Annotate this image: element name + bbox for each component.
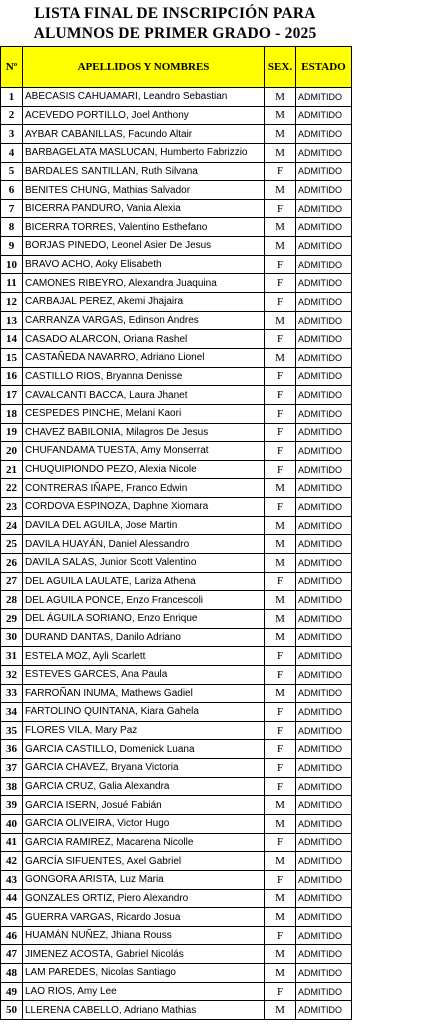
student-sex: M [265, 609, 296, 628]
row-number: 9 [1, 237, 23, 256]
student-name: CHUQUIPIONDO PEZO, Alexia Nicole [23, 460, 265, 479]
student-status: ADMITIDO [296, 852, 352, 871]
table-row [1, 740, 352, 759]
student-name: CORDOVA ESPINOZA, Daphne Xiomara [23, 498, 265, 517]
student-status: ADMITIDO [296, 237, 352, 256]
row-number: 5 [1, 162, 23, 181]
student-name: DEL ÁGUILA SORIANO, Enzo Enrique [23, 609, 265, 628]
student-status: ADMITIDO [296, 908, 352, 927]
table-row [1, 628, 352, 647]
student-sex: M [265, 852, 296, 871]
table-row [1, 218, 352, 237]
row-number: 13 [1, 311, 23, 330]
header-name: APELLIDOS Y NOMBRES [23, 47, 265, 88]
student-sex: M [265, 143, 296, 162]
student-sex: F [265, 162, 296, 181]
student-name: BORJAS PINEDO, Leonel Asier De Jesus [23, 237, 265, 256]
student-status: ADMITIDO [296, 833, 352, 852]
table-row [1, 255, 352, 274]
table-row [1, 386, 352, 405]
student-status: ADMITIDO [296, 311, 352, 330]
student-sex: F [265, 572, 296, 591]
row-number: 11 [1, 274, 23, 293]
table-row [1, 162, 352, 181]
student-name: GARCIA OLIVEIRA, Victor Hugo [23, 814, 265, 833]
student-name: DEL AGUILA LAULATE, Lariza Athena [23, 572, 265, 591]
table-row [1, 684, 352, 703]
student-status: ADMITIDO [296, 740, 352, 759]
student-sex: M [265, 535, 296, 554]
student-name: GONGORA ARISTA, Luz Maria [23, 870, 265, 889]
row-number: 46 [1, 926, 23, 945]
table-row [1, 237, 352, 256]
row-number: 33 [1, 684, 23, 703]
table-row [1, 367, 352, 386]
table-row [1, 535, 352, 554]
table-row [1, 759, 352, 778]
row-number: 34 [1, 703, 23, 722]
row-number: 28 [1, 591, 23, 610]
row-number: 36 [1, 740, 23, 759]
student-status: ADMITIDO [296, 330, 352, 349]
student-sex: M [265, 908, 296, 927]
table-row [1, 609, 352, 628]
student-status: ADMITIDO [296, 386, 352, 405]
table-row [1, 554, 352, 573]
enrollment-table [0, 46, 352, 1020]
student-status: ADMITIDO [296, 814, 352, 833]
student-name: ESTELA MOZ, Ayli Scarlett [23, 647, 265, 666]
student-sex: F [265, 460, 296, 479]
row-number: 42 [1, 852, 23, 871]
student-name: CONTRERAS IÑAPE, Franco Edwin [23, 479, 265, 498]
student-status: ADMITIDO [296, 721, 352, 740]
row-number: 2 [1, 106, 23, 125]
student-sex: M [265, 181, 296, 200]
student-status: ADMITIDO [296, 143, 352, 162]
student-name: CAVALCANTI BACCA, Laura Jhanet [23, 386, 265, 405]
table-row [1, 479, 352, 498]
student-status: ADMITIDO [296, 125, 352, 144]
student-name: AYBAR CABANILLAS, Facundo Altair [23, 125, 265, 144]
table-row [1, 647, 352, 666]
student-sex: M [265, 479, 296, 498]
row-number: 15 [1, 348, 23, 367]
student-status: ADMITIDO [296, 162, 352, 181]
table-row [1, 870, 352, 889]
student-status: ADMITIDO [296, 759, 352, 778]
table-row [1, 311, 352, 330]
student-status: ADMITIDO [296, 609, 352, 628]
student-sex: F [265, 982, 296, 1001]
table-row [1, 964, 352, 983]
student-name: BARDALES SANTILLAN, Ruth Silvana [23, 162, 265, 181]
table-row [1, 274, 352, 293]
student-sex: F [265, 759, 296, 778]
table-row [1, 199, 352, 218]
student-status: ADMITIDO [296, 870, 352, 889]
student-name: GARCIA ISERN, Josué Fabián [23, 796, 265, 815]
row-number: 32 [1, 665, 23, 684]
row-number: 39 [1, 796, 23, 815]
row-number: 21 [1, 460, 23, 479]
row-number: 20 [1, 442, 23, 461]
student-status: ADMITIDO [296, 964, 352, 983]
student-name: FARROÑAN INUMA, Mathews Gadiel [23, 684, 265, 703]
row-number: 18 [1, 404, 23, 423]
student-sex: F [265, 647, 296, 666]
table-row [1, 348, 352, 367]
student-status: ADMITIDO [296, 88, 352, 107]
student-sex: F [265, 423, 296, 442]
student-name: CESPEDES PINCHE, Melani Kaori [23, 404, 265, 423]
student-status: ADMITIDO [296, 684, 352, 703]
student-status: ADMITIDO [296, 796, 352, 815]
student-name: CASADO ALARCON, Oriana Rashel [23, 330, 265, 349]
student-name: GONZALES ORTIZ, Piero Alexandro [23, 889, 265, 908]
student-status: ADMITIDO [296, 777, 352, 796]
table-row [1, 852, 352, 871]
student-status: ADMITIDO [296, 255, 352, 274]
header-row [1, 47, 352, 88]
student-name: FLORES VILA, Mary Paz [23, 721, 265, 740]
student-status: ADMITIDO [296, 628, 352, 647]
row-number: 47 [1, 945, 23, 964]
title-line-1: LISTA FINAL DE INSCRIPCIÓN PARA [34, 5, 316, 22]
table-body [1, 88, 352, 1020]
student-sex: F [265, 404, 296, 423]
row-number: 16 [1, 367, 23, 386]
student-sex: F [265, 721, 296, 740]
row-number: 44 [1, 889, 23, 908]
row-number: 17 [1, 386, 23, 405]
table-row [1, 796, 352, 815]
row-number: 35 [1, 721, 23, 740]
student-name: GARCIA CHAVEZ, Bryana Victoria [23, 759, 265, 778]
student-name: BICERRA PANDURO, Vania Alexia [23, 199, 265, 218]
student-name: BRAVO ACHO, Aoky Elisabeth [23, 255, 265, 274]
row-number: 45 [1, 908, 23, 927]
table-row [1, 293, 352, 312]
student-sex: M [265, 88, 296, 107]
student-sex: M [265, 237, 296, 256]
table-row [1, 1001, 352, 1020]
student-status: ADMITIDO [296, 926, 352, 945]
student-sex: F [265, 330, 296, 349]
student-status: ADMITIDO [296, 106, 352, 125]
row-number: 3 [1, 125, 23, 144]
student-status: ADMITIDO [296, 591, 352, 610]
student-status: ADMITIDO [296, 889, 352, 908]
student-name: CASTAÑEDA NAVARRO, Adriano Lionel [23, 348, 265, 367]
row-number: 14 [1, 330, 23, 349]
student-sex: M [265, 814, 296, 833]
student-status: ADMITIDO [296, 460, 352, 479]
student-status: ADMITIDO [296, 199, 352, 218]
row-number: 10 [1, 255, 23, 274]
student-name: DURAND DANTAS, Danilo Adriano [23, 628, 265, 647]
student-status: ADMITIDO [296, 423, 352, 442]
table-row [1, 665, 352, 684]
student-name: CARBAJAL PEREZ, Akemi Jhajaira [23, 293, 265, 312]
student-sex: M [265, 628, 296, 647]
student-status: ADMITIDO [296, 498, 352, 517]
student-sex: F [265, 870, 296, 889]
student-status: ADMITIDO [296, 554, 352, 573]
table-row [1, 330, 352, 349]
student-name: LAM PAREDES, Nicolas Santiago [23, 964, 265, 983]
student-name: FARTOLINO QUINTANA, Kiara Gahela [23, 703, 265, 722]
student-sex: M [265, 964, 296, 983]
student-name: CHUFANDAMA TUESTA, Amy Monserrat [23, 442, 265, 461]
student-name: GARCIA CRUZ, Galia Alexandra [23, 777, 265, 796]
row-number: 23 [1, 498, 23, 517]
table-row [1, 106, 352, 125]
student-sex: F [265, 293, 296, 312]
student-name: DAVILA DEL AGUILA, Jose Martin [23, 516, 265, 535]
student-name: LAO RIOS, Amy Lee [23, 982, 265, 1001]
table-row [1, 460, 352, 479]
student-status: ADMITIDO [296, 647, 352, 666]
student-sex: F [265, 777, 296, 796]
student-sex: M [265, 554, 296, 573]
student-name: ABECASIS CAHUAMARI, Leandro Sebastian [23, 88, 265, 107]
student-sex: M [265, 889, 296, 908]
table-row [1, 423, 352, 442]
document-title [0, 0, 350, 46]
table-row [1, 777, 352, 796]
student-name: BARBAGELATA MASLUCAN, Humberto Fabrizzio [23, 143, 265, 162]
header-status: ESTADO [296, 47, 352, 88]
student-sex: M [265, 684, 296, 703]
row-number: 25 [1, 535, 23, 554]
student-sex: F [265, 274, 296, 293]
student-sex: F [265, 926, 296, 945]
row-number: 27 [1, 572, 23, 591]
student-status: ADMITIDO [296, 404, 352, 423]
student-status: ADMITIDO [296, 479, 352, 498]
table-row [1, 591, 352, 610]
row-number: 50 [1, 1001, 23, 1020]
row-number: 7 [1, 199, 23, 218]
student-sex: M [265, 591, 296, 610]
student-status: ADMITIDO [296, 367, 352, 386]
student-name: HUAMÁN NUÑEZ, Jhiana Rouss [23, 926, 265, 945]
row-number: 40 [1, 814, 23, 833]
row-number: 24 [1, 516, 23, 535]
row-number: 6 [1, 181, 23, 200]
row-number: 19 [1, 423, 23, 442]
row-number: 12 [1, 293, 23, 312]
student-name: CAMONES RIBEYRO, Alexandra Juaquina [23, 274, 265, 293]
student-name: CHAVEZ BABILONIA, Milagros De Jesus [23, 423, 265, 442]
student-sex: F [265, 833, 296, 852]
row-number: 8 [1, 218, 23, 237]
table-row [1, 982, 352, 1001]
student-sex: M [265, 311, 296, 330]
table-row [1, 404, 352, 423]
row-number: 41 [1, 833, 23, 852]
row-number: 37 [1, 759, 23, 778]
student-status: ADMITIDO [296, 516, 352, 535]
row-number: 30 [1, 628, 23, 647]
student-name: GARCÍA SIFUENTES, Axel Gabriel [23, 852, 265, 871]
student-sex: M [265, 218, 296, 237]
student-name: ACEVEDO PORTILLO, Joel Anthony [23, 106, 265, 125]
student-status: ADMITIDO [296, 703, 352, 722]
table-row [1, 889, 352, 908]
table-row [1, 143, 352, 162]
table-header [1, 47, 352, 88]
table-row [1, 814, 352, 833]
student-sex: M [265, 796, 296, 815]
student-name: GARCIA RAMIREZ, Macarena Nicolle [23, 833, 265, 852]
student-sex: F [265, 665, 296, 684]
student-name: BICERRA TORRES, Valentino Esthefano [23, 218, 265, 237]
table-row [1, 926, 352, 945]
table-row [1, 498, 352, 517]
table-row [1, 181, 352, 200]
student-status: ADMITIDO [296, 348, 352, 367]
student-sex: F [265, 199, 296, 218]
row-number: 38 [1, 777, 23, 796]
student-name: BENITES CHUNG, Mathias Salvador [23, 181, 265, 200]
student-status: ADMITIDO [296, 1001, 352, 1020]
header-sex: SEX. [265, 47, 296, 88]
student-sex: M [265, 1001, 296, 1020]
row-number: 29 [1, 609, 23, 628]
student-sex: F [265, 386, 296, 405]
student-name: LLERENA CABELLO, Adriano Mathias [23, 1001, 265, 1020]
table-row [1, 125, 352, 144]
table-row [1, 945, 352, 964]
table-row [1, 442, 352, 461]
student-sex: M [265, 945, 296, 964]
student-name: GUERRA VARGAS, Ricardo Josua [23, 908, 265, 927]
student-sex: M [265, 516, 296, 535]
student-sex: F [265, 703, 296, 722]
row-number: 1 [1, 88, 23, 107]
student-name: CASTILLO RIOS, Bryanna Denisse [23, 367, 265, 386]
student-name: JIMENEZ ACOSTA, Gabriel Nicolás [23, 945, 265, 964]
student-sex: F [265, 442, 296, 461]
student-name: CARRANZA VARGAS, Edinson Andres [23, 311, 265, 330]
student-status: ADMITIDO [296, 274, 352, 293]
title-line-2: ALUMNOS DE PRIMER GRADO - 2025 [33, 25, 317, 42]
student-sex: M [265, 348, 296, 367]
table-row [1, 516, 352, 535]
student-status: ADMITIDO [296, 293, 352, 312]
row-number: 49 [1, 982, 23, 1001]
table-row [1, 908, 352, 927]
student-sex: F [265, 498, 296, 517]
student-sex: F [265, 740, 296, 759]
student-status: ADMITIDO [296, 181, 352, 200]
row-number: 22 [1, 479, 23, 498]
table-row [1, 703, 352, 722]
table-row [1, 721, 352, 740]
student-name: ESTEVES GARCES, Ana Paula [23, 665, 265, 684]
student-sex: F [265, 255, 296, 274]
student-status: ADMITIDO [296, 442, 352, 461]
student-status: ADMITIDO [296, 945, 352, 964]
table-row [1, 572, 352, 591]
student-name: DAVILA HUAYÁN, Daniel Alessandro [23, 535, 265, 554]
student-sex: M [265, 106, 296, 125]
student-sex: M [265, 125, 296, 144]
student-status: ADMITIDO [296, 218, 352, 237]
student-name: DEL AGUILA PONCE, Enzo Francescoli [23, 591, 265, 610]
student-status: ADMITIDO [296, 535, 352, 554]
header-number: Nº [1, 47, 23, 88]
student-status: ADMITIDO [296, 665, 352, 684]
student-status: ADMITIDO [296, 982, 352, 1001]
student-sex: F [265, 367, 296, 386]
student-name: GARCIA CASTILLO, Domenick Luana [23, 740, 265, 759]
table-row [1, 833, 352, 852]
student-status: ADMITIDO [296, 572, 352, 591]
student-name: DAVILA SALAS, Junior Scott Valentino [23, 554, 265, 573]
row-number: 4 [1, 143, 23, 162]
table-row [1, 88, 352, 107]
row-number: 31 [1, 647, 23, 666]
row-number: 43 [1, 870, 23, 889]
row-number: 48 [1, 964, 23, 983]
row-number: 26 [1, 554, 23, 573]
